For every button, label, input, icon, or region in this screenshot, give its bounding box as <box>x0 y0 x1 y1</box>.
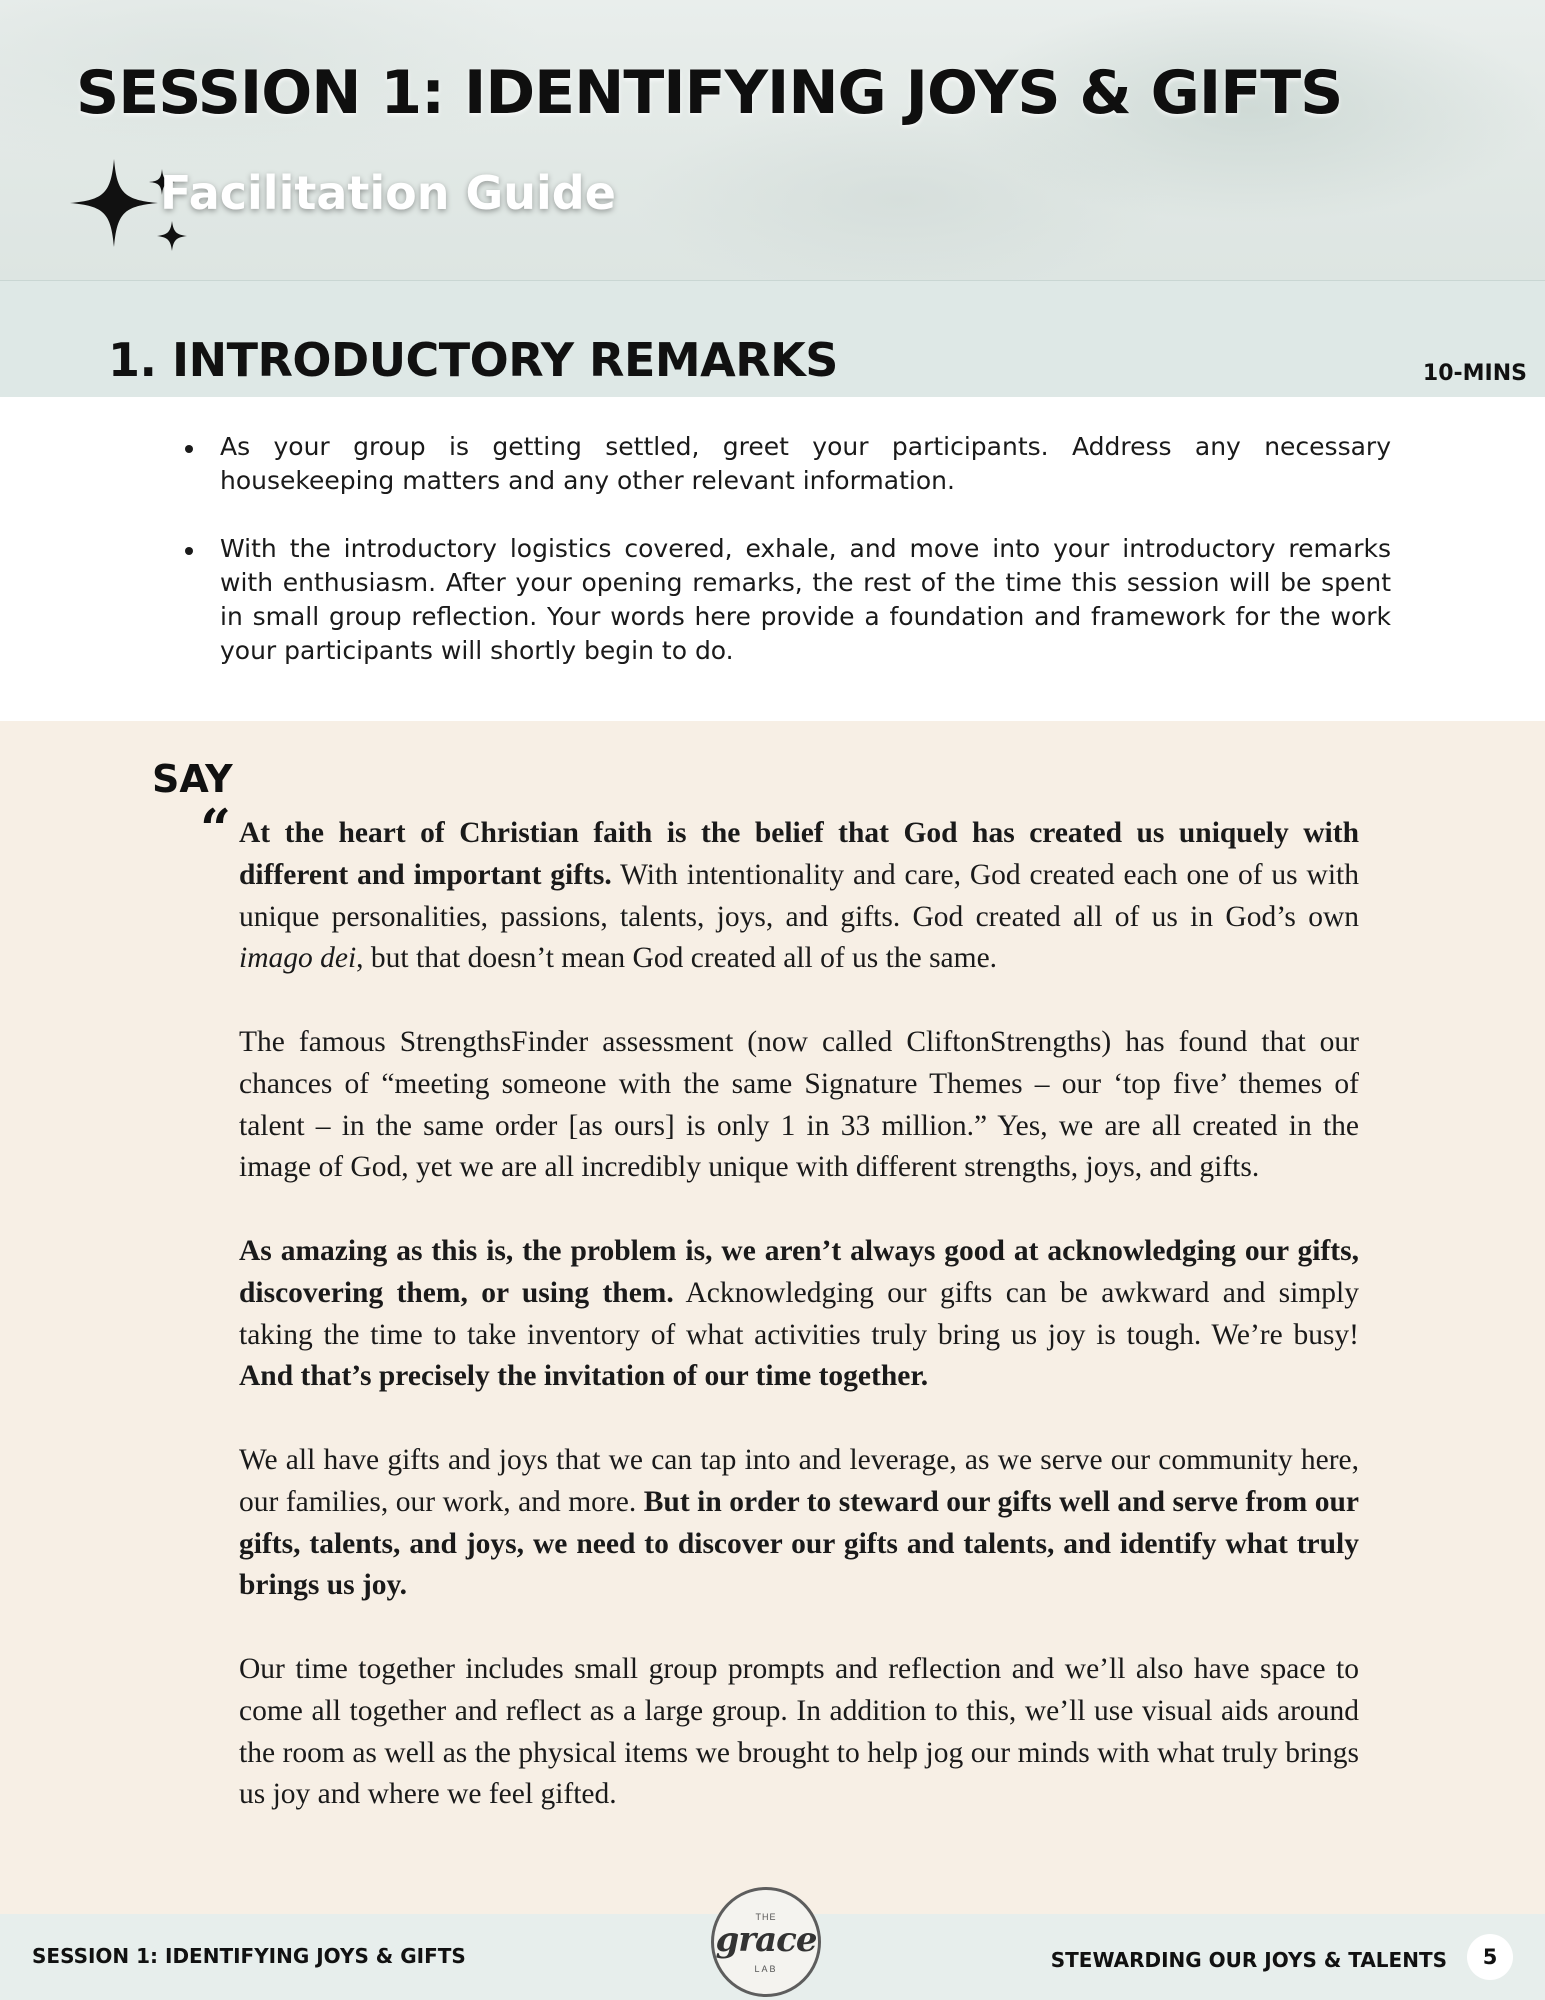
emphasis-text: As amazing as this is, the problem is, we aren’t always good at acknowledging our gifts, discovering them, or using them. <box>239 1234 1359 1309</box>
emphasis-text: At the heart of Christian faith is the belief that God has created us uniquely with different and important gifts. <box>239 817 1359 891</box>
body-text: We all have gifts and joys that we can tap into and leverage, as we serve our community here, our families, our work, and more. <box>239 1443 1359 1518</box>
duration-label: 10-MINS <box>1422 361 1527 386</box>
logo-text-main: grace <box>715 1920 817 1960</box>
italic-text: imago dei <box>239 942 357 975</box>
logo-text-top: THE <box>755 1912 777 1922</box>
say-section <box>0 721 1545 1914</box>
body-text: , but that doesn’t mean God created all of us the same. <box>356 942 998 975</box>
quote-mark-icon: “ <box>200 797 232 861</box>
page-number: 5 <box>1467 1934 1513 1980</box>
section-header <box>0 280 1545 397</box>
say-paragraph <box>239 1649 1359 1816</box>
section-title: 1. INTRODUCTORY REMARKS <box>108 333 838 387</box>
list-item: As your group is getting settled, greet your participants. Address any necessary housekeeping matters and any other relevant information. <box>185 430 1391 498</box>
body-text: With intentionality and care, God created each one of us with unique personalities, passions, talents, joys, and gifts. God created all of us in God’s own <box>239 858 1359 933</box>
grace-lab-logo <box>711 1887 821 1997</box>
say-paragraph <box>239 1440 1359 1607</box>
logo-text-bottom: LAB <box>754 1964 778 1974</box>
page-title: SESSION 1: IDENTIFYING JOYS & GIFTS <box>76 58 1343 128</box>
say-script <box>239 813 1359 1816</box>
say-paragraph <box>239 1231 1359 1398</box>
footer-session-title: SESSION 1: IDENTIFYING JOYS & GIFTS <box>32 1944 466 1968</box>
body-text: The famous StrengthsFinder assessment (now called CliftonStrengths) has found that our chances of “meeting someone with the same Signature Themes – our ‘top five’ themes of talent – in the same order [as ours] is only 1 in 33 million.” Yes, we are all created in the image of God, yet we are all incredibly unique with different strengths, joys, and gifts. <box>239 1025 1359 1184</box>
say-paragraph <box>239 1022 1359 1189</box>
say-paragraph <box>239 813 1359 980</box>
page-subtitle: Facilitation Guide <box>160 166 616 220</box>
instruction-list <box>185 430 1391 702</box>
page-header <box>0 0 1545 280</box>
emphasis-text: But in order to steward our gifts well and serve from our gifts, talents, and joys, we need to discover our gifts and talents, and identify what truly brings us joy. <box>239 1485 1359 1602</box>
list-item: With the introductory logistics covered, exhale, and move into your introductory remarks with enthusiasm. After your opening remarks, the rest of the time this session will be spent in small group reflection. Your words here provide a foundation and framework for the work your participants will shortly begin to do. <box>185 532 1391 668</box>
body-text: Our time together includes small group prompts and reflection and we’ll also have space to come all together and reflect as a large group. In addition to this, we’ll use visual aids around the room as well as the physical items we brought to help jog our minds with what truly brings us joy and where we feel gifted. <box>239 1652 1359 1811</box>
say-heading: SAY <box>152 757 233 801</box>
emphasis-text: And that’s precisely the invitation of our time together. <box>239 1360 929 1393</box>
footer-series-title: STEWARDING OUR JOYS & TALENTS <box>1050 1948 1447 1972</box>
body-text: Acknowledging our gifts can be awkward and simply taking the time to take inventory of what activities truly bring us joy is tough. We’re busy! <box>239 1276 1360 1351</box>
